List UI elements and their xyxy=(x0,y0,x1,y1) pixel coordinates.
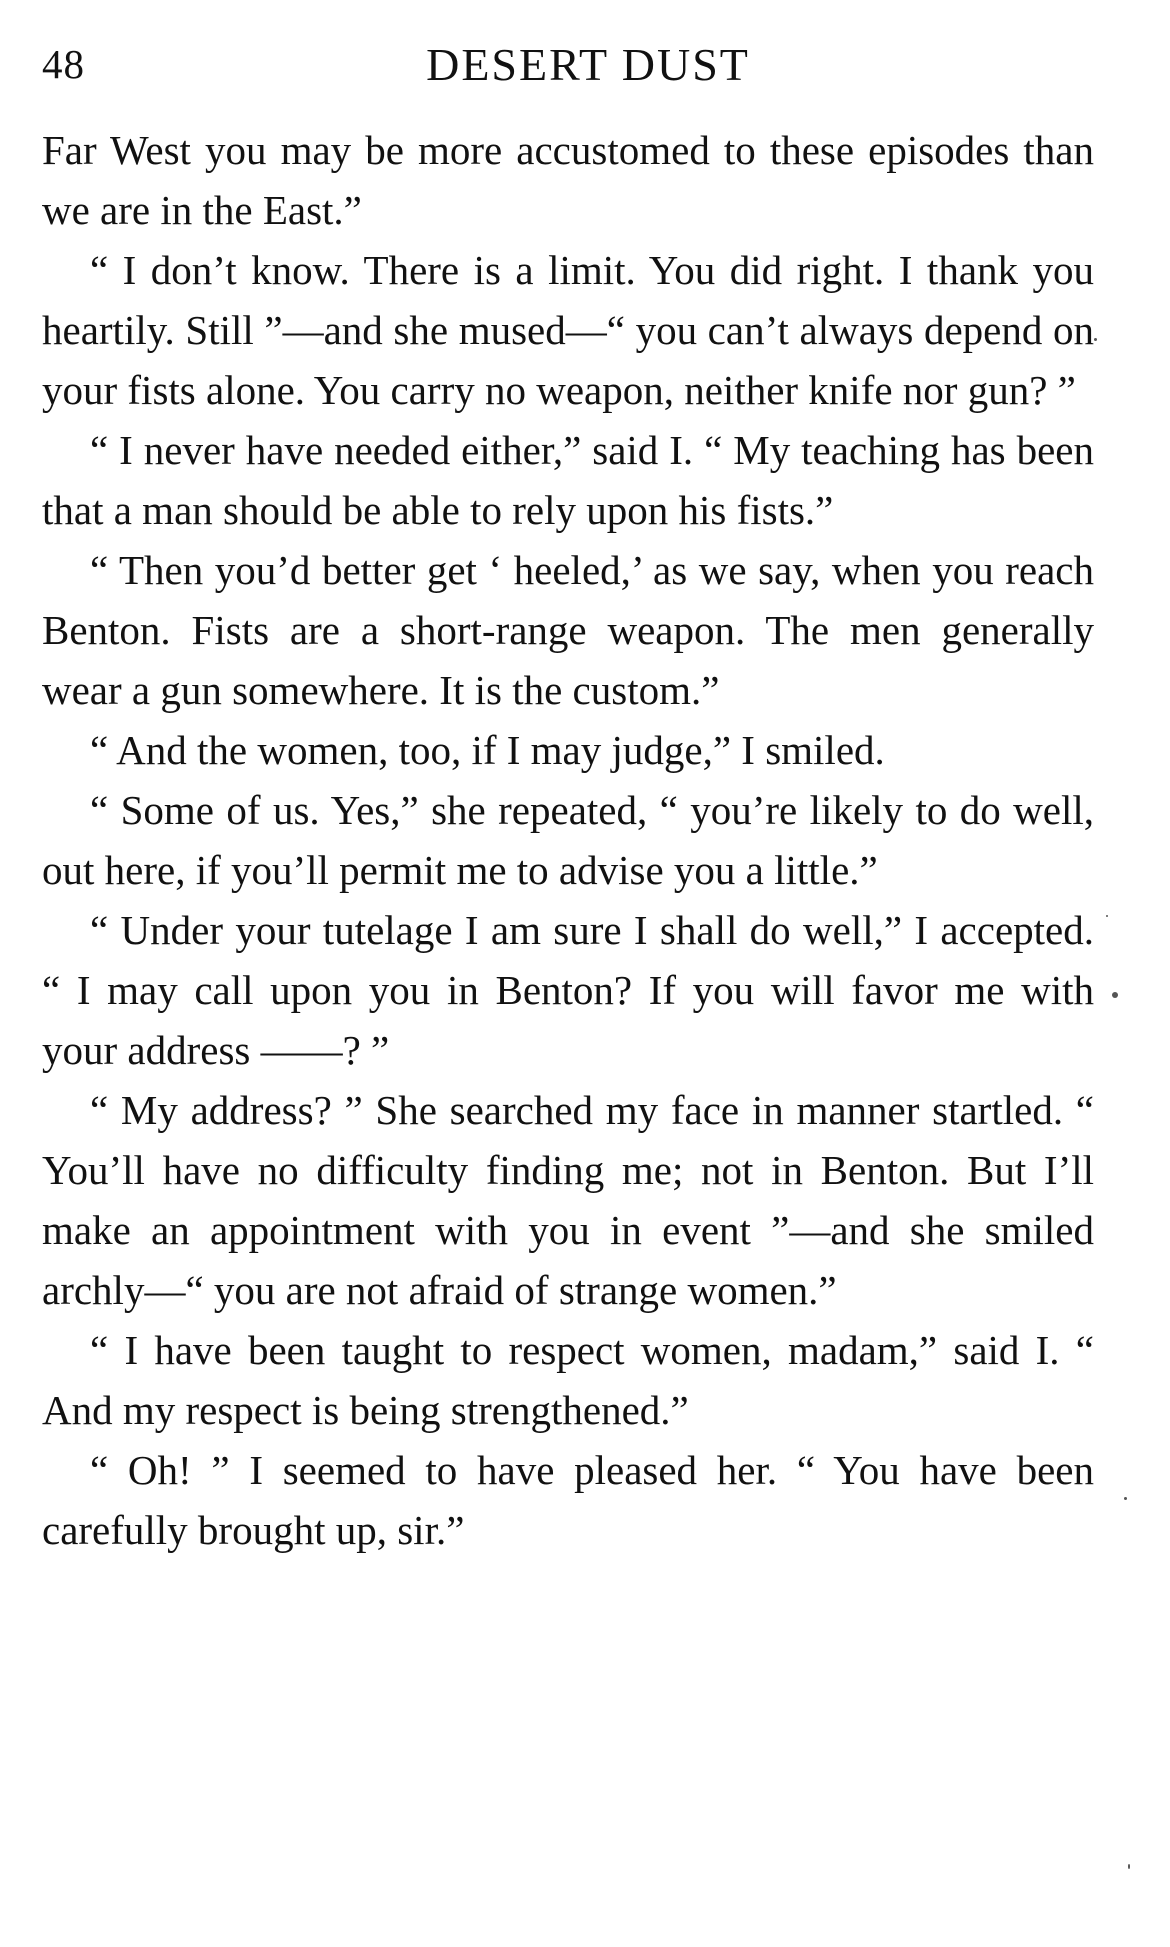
paragraph: “ Then you’d better get ‘ heeled,’ as we say, when you reach Benton. Fists are a short-range weapon. The men generally wear a gun somewhere. It is the custom.” xyxy=(42,547,1094,713)
paragraph: “ Some of us. Yes,” she repeated, “ you’re likely to do well, out here, if you’ll permit me to advise you a little.” xyxy=(42,787,1094,893)
paragraph: “ I have been taught to respect women, madam,” said I. “ And my respect is being strengthened.” xyxy=(42,1327,1094,1433)
ink-speck xyxy=(1128,1864,1130,1869)
body-text xyxy=(42,120,1094,1560)
ink-speck xyxy=(1106,915,1108,917)
paragraph: “ And the women, too, if I may judge,” I smiled. xyxy=(90,727,885,773)
running-head xyxy=(42,34,1094,94)
ink-speck xyxy=(1094,338,1097,341)
page-number: 48 xyxy=(42,41,85,87)
paragraph-continuation: Far West you may be more accustomed to these episodes than we are in the East.” xyxy=(42,127,1094,233)
running-title: DESERT DUST xyxy=(426,39,750,90)
paragraph: “ I don’t know. There is a limit. You did right. I thank you heartily. Still ”—and she mused—“ you can’t always depend on your fists alone. You carry no weapon, neither knife nor gun? ” xyxy=(42,247,1094,413)
ink-speck xyxy=(1112,992,1118,998)
paragraph: “ I never have needed either,” said I. “ My teaching has been that a man should be able to rely upon his fists.” xyxy=(42,427,1094,533)
paragraph: “ Under your tutelage I am sure I shall do well,” I accepted. “ I may call upon you in Benton? If you will favor me with your address ——? ” xyxy=(42,907,1094,1073)
paragraph: “ My address? ” She searched my face in manner startled. “ You’ll have no difficulty finding me; not in Benton. But I’ll make an appointment with you in event ”—and she smiled archly—“ you are not afraid of strange women.” xyxy=(42,1087,1094,1313)
ink-speck xyxy=(1124,1497,1127,1500)
paragraph: “ Oh! ” I seemed to have pleased her. “ You have been carefully brought up, sir.” xyxy=(42,1447,1094,1553)
